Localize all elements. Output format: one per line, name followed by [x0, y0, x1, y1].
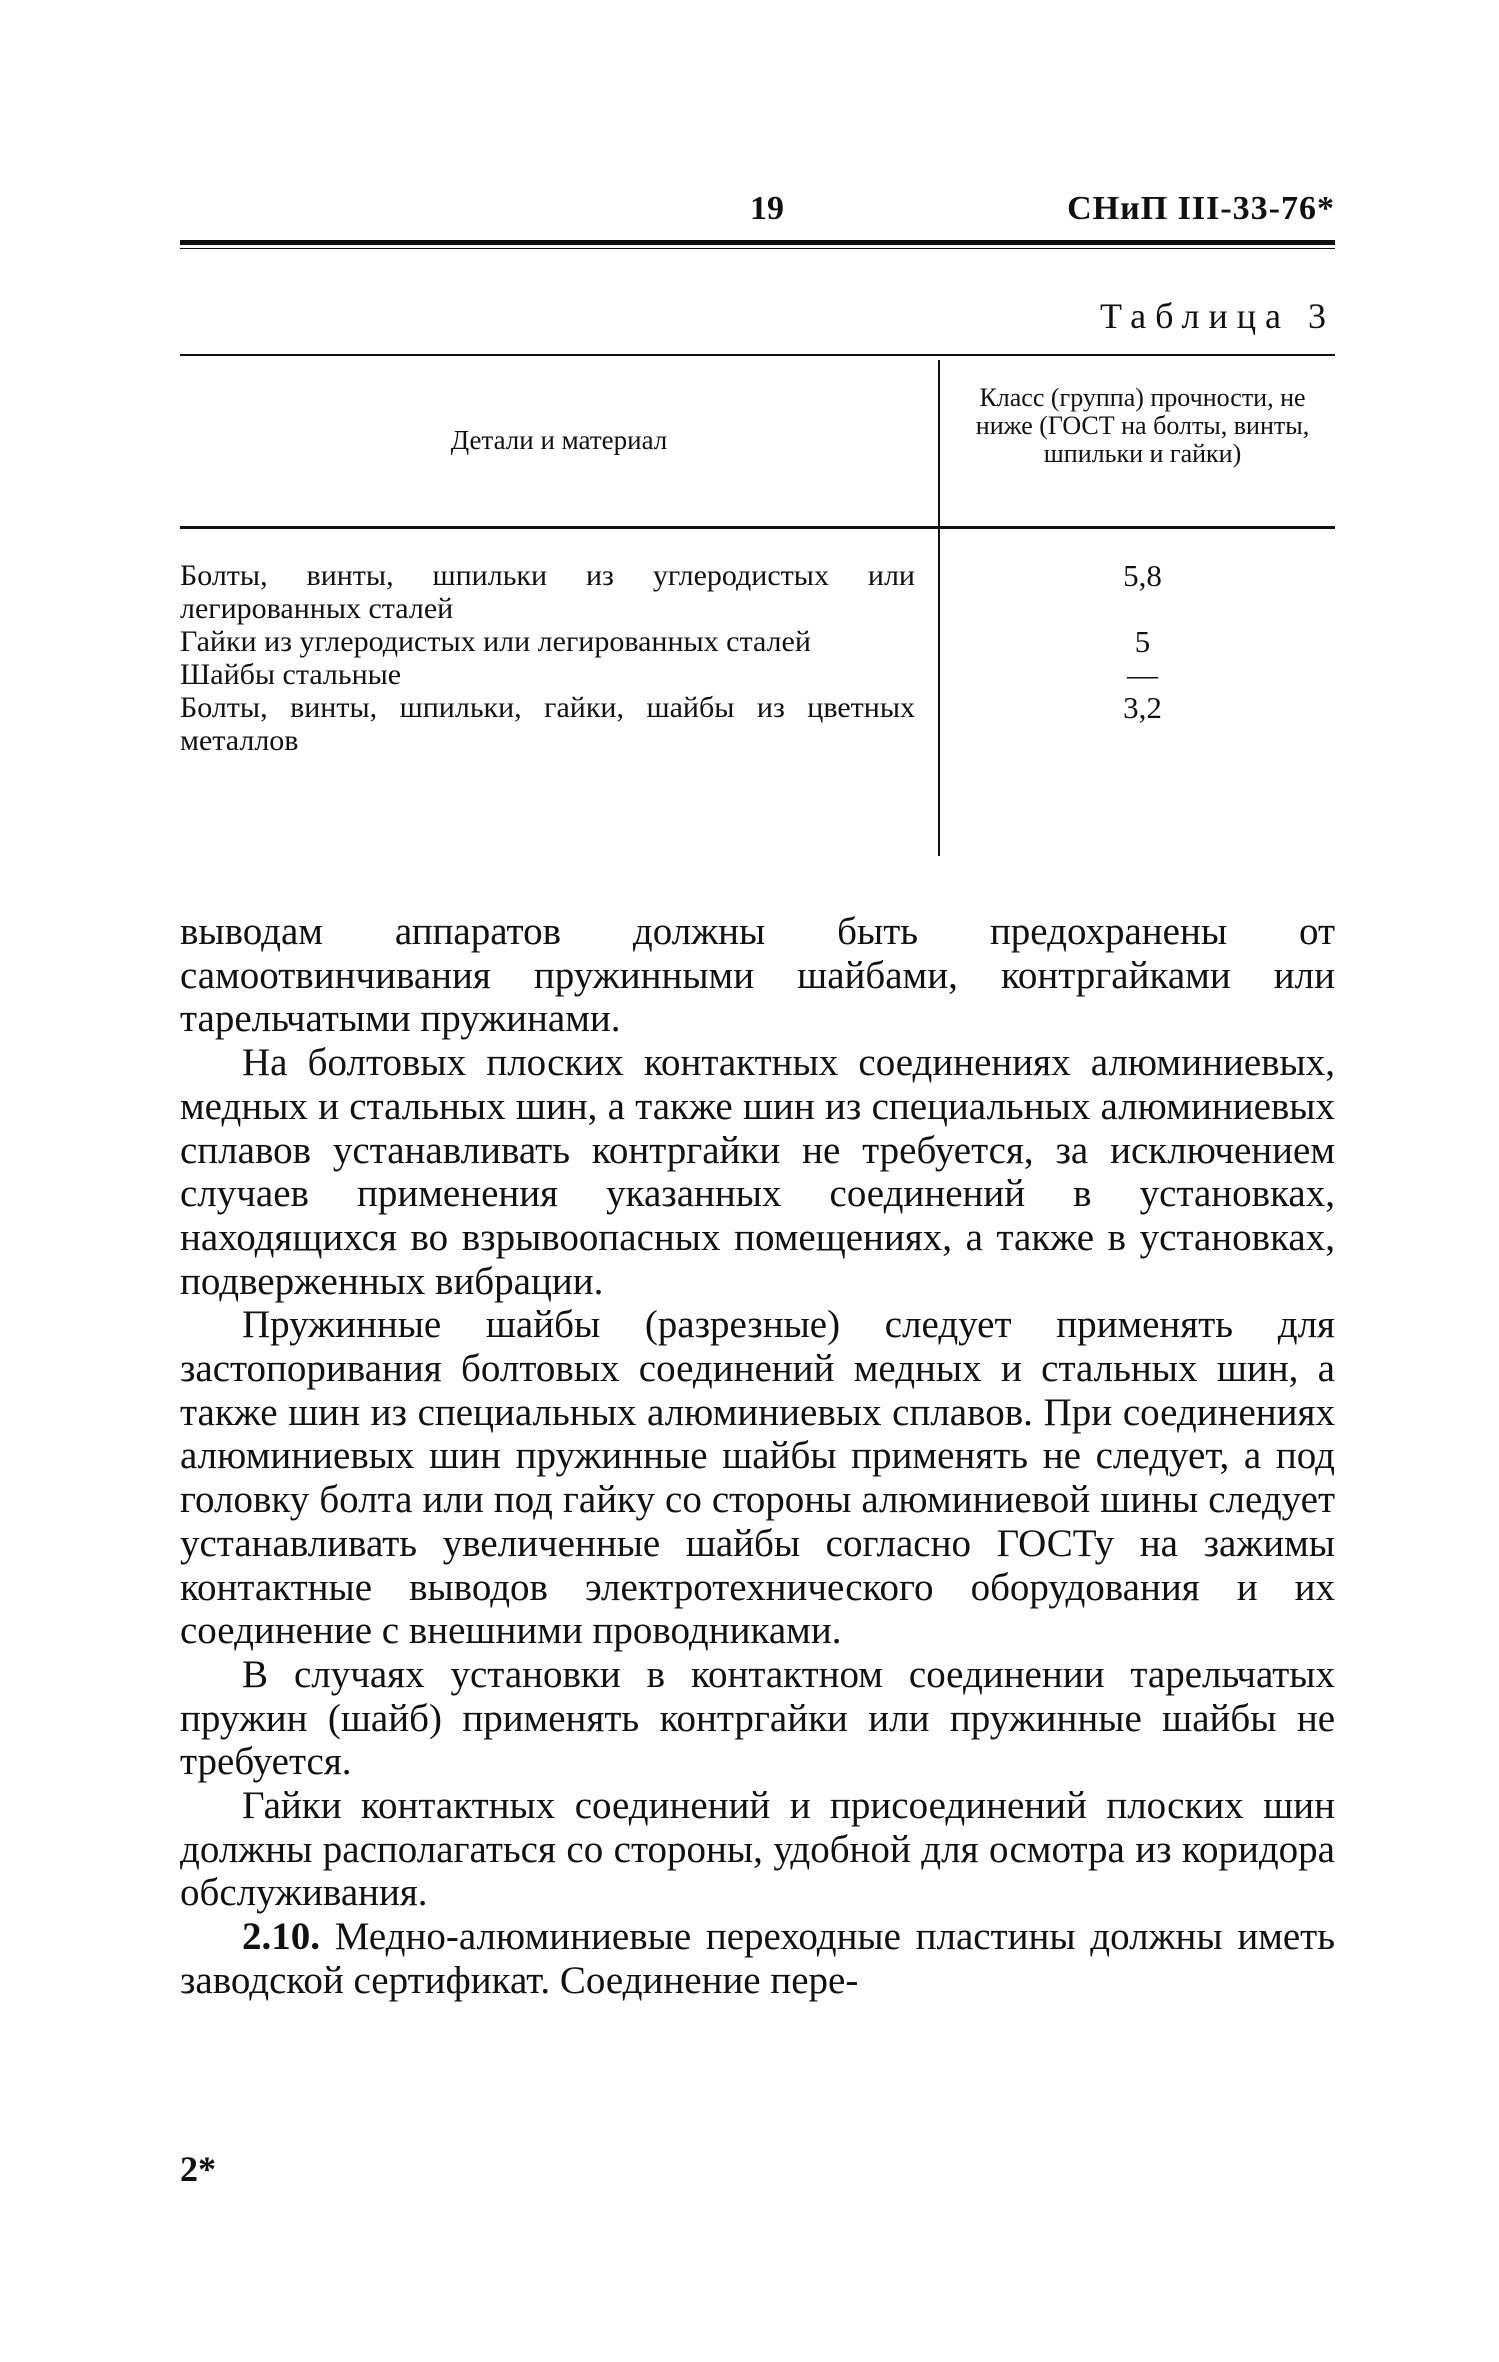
page-header	[180, 190, 1335, 236]
table-header-details: Детали и материал	[450, 424, 668, 455]
table-cell-material: Болты, винты, шпильки, гайки, шайбы из цветных металлов	[180, 691, 915, 757]
paragraph-disc-springs: В случаях установки в контактном соединении тарельчатых пружин (шайб) применять контргайки или пружинные шайбы не требуется.	[180, 1652, 1335, 1784]
table-header-strength-class: Класс (группа) прочности, не ниже (ГОСТ на болты, винты, шпильки и гайки)	[975, 383, 1310, 468]
table-cell-class: 5	[1134, 624, 1151, 659]
table-cell-material: Шайбы стальные	[180, 658, 402, 691]
clause-number: 2.10.	[242, 1915, 320, 1959]
page-number: 19	[750, 190, 784, 227]
table-cell-material: Болты, винты, шпильки из углеродистых или легированных сталей	[180, 559, 915, 625]
table-cell-material: Гайки из углеродистых или легированных сталей	[180, 625, 811, 658]
table-row	[180, 658, 1335, 691]
paragraph-clause-2-10	[180, 1915, 1335, 2002]
table-row	[180, 691, 1335, 757]
header-rule	[180, 240, 1335, 245]
table-cell-class: 5,8	[1123, 558, 1162, 593]
document-page	[180, 0, 1335, 2362]
paragraph-locknuts: На болтовых плоских контактных соединениях алюминиевых, медных и стальных шин, а также шин из специальных алюминиевых сплавов устанавливать контргайки не требуется, за исключением случаев применения указанных соединений в установках, находящихся во взрывоопасных помещениях, а также в установках, подверженных вибрации.	[180, 1041, 1335, 1303]
header-rule-thin	[180, 248, 1335, 249]
document-code: СНиП III-33-76*	[1067, 190, 1335, 227]
table-cell-class: —	[1127, 657, 1158, 692]
clause-text: Медно-алюминиевые переходные пластины должны иметь заводской сертификат. Соединение пере-	[180, 1915, 1336, 2002]
table-caption: Таблица 3	[1100, 296, 1335, 336]
paragraph-nuts-placement: Гайки контактных соединений и присоединений плоских шин должны располагаться со стороны, удобной для осмотра из коридора обслуживания.	[180, 1784, 1335, 1915]
table-row	[180, 559, 1335, 625]
table-body	[180, 559, 1335, 757]
table-row	[180, 625, 1335, 658]
signature-mark: 2*	[180, 2149, 216, 2189]
table-header-rule	[180, 526, 1335, 529]
paragraph-spring-washers: Пружинные шайбы (разрезные) следует применять для застопоривания болтовых соединений медных и стальных шин, а также шин из специальных алюминиевых сплавов. При соединениях алюминиевых шин пружинные шайбы применять не следует, а под головку болта или под гайку со стороны алюминиевой шины следует устанавливать увеличенные шайбы согласно ГОСТу на зажимы контактные выводов электротехнического оборудования и их соединение с внешними проводниками.	[180, 1303, 1335, 1653]
paragraph-continuation: выводам аппаратов должны быть предохранены от самоотвинчивания пружинными шайбами, контргайками или тарельчатыми пружинами.	[180, 910, 1335, 1041]
table-cell-class: 3,2	[1123, 690, 1162, 725]
body-text	[180, 910, 1335, 2003]
